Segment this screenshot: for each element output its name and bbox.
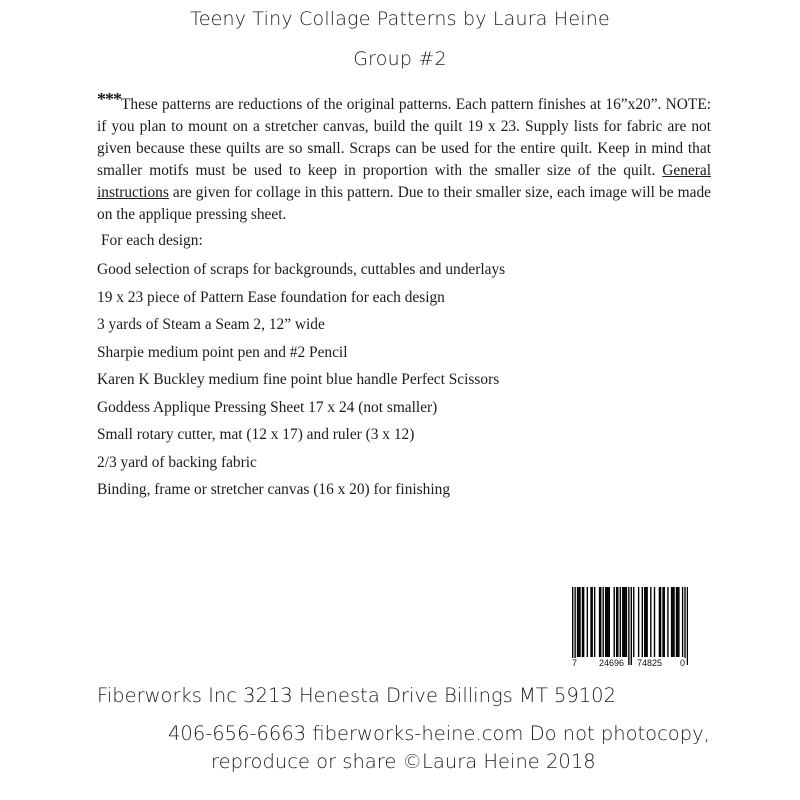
barcode-bar xyxy=(574,587,575,665)
barcode-bar xyxy=(642,587,643,657)
barcode-bar xyxy=(605,587,606,657)
barcode-bar xyxy=(638,587,639,657)
barcode-group-right: 74825 xyxy=(637,658,663,668)
barcode-bar xyxy=(577,587,578,657)
supply-item: Good selection of scraps for backgrounds, cuttables and underlays xyxy=(97,261,506,278)
intro-text-before: These patterns are reductions of the original patterns. Each pattern finishes at 16”x20”. NOTE: if you plan to mount on a stretcher canvas, build the quilt 19 x 23. Supply lists for fabric are not given because these quilts are so small. Scraps can be used for the entire quilt. Keep in mind that smaller motifs must be used to keep in proportion with the smaller size of the quilt. xyxy=(97,96,711,179)
barcode-bar xyxy=(631,587,632,665)
barcode-bar xyxy=(633,587,634,657)
barcode-bar xyxy=(626,587,627,657)
barcode-bar xyxy=(644,587,645,657)
barcode-bar xyxy=(594,587,595,657)
barcode-bar xyxy=(660,587,661,657)
footer-contact-line: 406-656-6663 fiberworks-heine.com Do not photocopy, xyxy=(168,722,710,745)
barcode-bars xyxy=(572,587,688,665)
barcode-bar xyxy=(662,587,663,657)
barcode-bar xyxy=(673,587,674,657)
barcode-bar xyxy=(617,587,618,657)
barcode-bar xyxy=(592,587,593,657)
supply-item: Small rotary cutter, mat (12 x 17) and ruler (3 x 12) xyxy=(97,426,415,443)
barcode-bar xyxy=(583,587,584,657)
barcode-bar xyxy=(572,587,573,665)
supply-item: Goddess Applique Pressing Sheet 17 x 24 (not smaller) xyxy=(97,398,438,416)
barcode-bar xyxy=(599,587,600,657)
barcode-bar xyxy=(628,587,629,665)
barcode-bar xyxy=(671,587,672,657)
barcode-group-left: 24696 xyxy=(599,658,625,668)
upc-barcode xyxy=(572,587,688,672)
barcode-bar xyxy=(625,587,626,657)
barcode-bar xyxy=(682,587,683,657)
barcode-bar xyxy=(678,587,679,657)
intro-paragraph xyxy=(97,88,711,226)
barcode-bar xyxy=(667,587,668,657)
barcode-bar xyxy=(614,587,615,657)
barcode-bar xyxy=(578,587,579,657)
supply-item: Sharpie medium point pen and #2 Pencil xyxy=(97,343,348,361)
barcode-bar xyxy=(607,587,608,657)
barcode-last-digit: 0 xyxy=(680,658,686,668)
intro-text-after: are given for collage in this pattern. Due to their smaller size, each image will be made on the applique pressing sheet. xyxy=(97,184,711,223)
intro-stars: *** xyxy=(97,89,121,109)
barcode-digits xyxy=(572,657,688,671)
barcode-bar xyxy=(646,587,647,657)
barcode-bar xyxy=(600,587,601,657)
barcode-bar xyxy=(687,587,688,665)
supply-item: 2/3 yard of backing fabric xyxy=(97,453,257,471)
barcode-bar xyxy=(664,587,665,657)
supplies-list xyxy=(97,259,505,507)
footer-copyright: reproduce or share ©Laura Heine 2018 xyxy=(211,750,596,773)
supply-item: Karen K Buckley medium fine point blue handle Perfect Scissors xyxy=(97,371,500,388)
barcode-bar xyxy=(587,587,588,657)
barcode-bar xyxy=(620,587,621,657)
supply-item: 3 yards of Steam a Seam 2, 12” wide xyxy=(97,316,325,333)
barcode-bar xyxy=(654,587,655,657)
barcode-bar xyxy=(582,587,583,657)
footer-address: Fiberworks Inc 3213 Henesta Drive Billings MT 59102 xyxy=(97,684,616,707)
barcode-bar xyxy=(677,587,678,657)
barcode-bar xyxy=(590,587,591,657)
supply-item: 19 x 23 piece of Pattern Ease foundation for each design xyxy=(97,288,445,306)
supplies-heading: For each design: xyxy=(101,232,203,249)
barcode-bar xyxy=(616,587,617,657)
barcode-bar xyxy=(659,587,660,657)
barcode-bar xyxy=(684,587,685,665)
barcode-bar xyxy=(623,587,624,657)
barcode-bar xyxy=(606,587,607,657)
barcode-bar xyxy=(645,587,646,657)
barcode-bar xyxy=(672,587,673,657)
barcode-bar xyxy=(579,587,580,657)
page-subtitle: Group #2 xyxy=(353,48,447,70)
barcode-bar xyxy=(622,587,623,657)
general-instructions-link: General instructions xyxy=(97,162,711,201)
barcode-first-digit: 7 xyxy=(572,658,578,668)
supply-item: Binding, frame or stretcher canvas (16 x 20) for finishing xyxy=(97,481,451,498)
barcode-bar xyxy=(609,587,610,657)
barcode-bar xyxy=(603,587,604,657)
barcode-bar xyxy=(676,587,677,657)
page-title: Teeny Tiny Collage Patterns by Laura Heine xyxy=(190,8,610,30)
barcode-bar xyxy=(650,587,651,657)
